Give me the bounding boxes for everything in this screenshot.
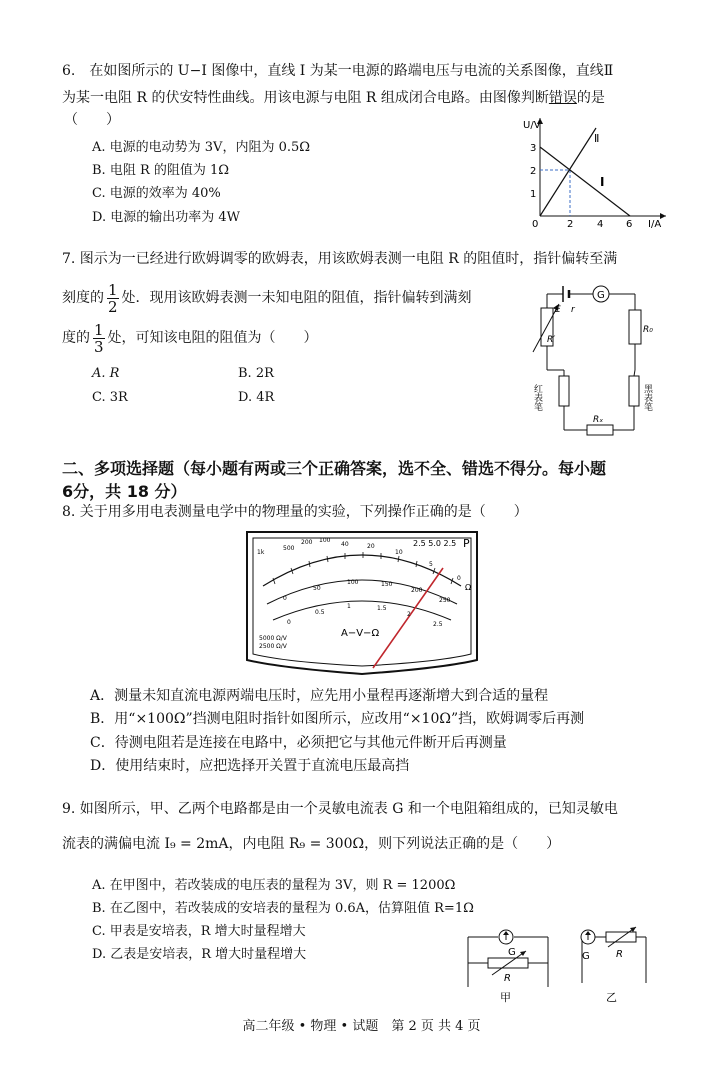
graph-xtick-2: 2 (567, 219, 574, 230)
meter-ac-tick-25: 2.5 (433, 621, 443, 628)
circuit-galvanometer: G (597, 290, 605, 301)
circuit-label-rprime: R′ (547, 335, 556, 345)
meter-ac-tick-05: 0.5 (315, 609, 325, 616)
q9-option-d: D. 乙表是安培表，R 增大时量程增大 (92, 947, 307, 962)
q6-option-a: A. 电源的电动势为 3V，内阻为 0.5Ω (92, 140, 311, 155)
q7-fraction-half: $\frac{1}{2}$ (108, 280, 118, 316)
q8-option-c: C．待测电阻若是连接在电路中，必须把它与其他元件断开后再测量 (90, 735, 507, 751)
meter-dc-tick-250: 250 (439, 597, 451, 604)
meter-ohm-tick-100: 100 (319, 537, 331, 544)
q6-line2 (62, 89, 605, 107)
yi-caption: 乙 (606, 991, 617, 1004)
meter-ohm-tick-20: 20 (367, 543, 375, 550)
meter-dc-tick-150: 150 (381, 581, 393, 588)
graph-xlabel: I/A (648, 219, 662, 230)
q8-option-a: A．测量未知直流电源两端电压时，应先用小量程再逐渐增大到合适的量程 (90, 688, 549, 704)
q7-ohmmeter-circuit (525, 280, 665, 440)
meter-ac-tick-0: 0 (287, 619, 291, 626)
q7-line2 (62, 280, 472, 316)
meter-dc-tick-0: 0 (283, 595, 287, 602)
meter-dc-tick-200: 200 (411, 587, 423, 594)
graph-ytick-1: 1 (530, 189, 537, 200)
q6-line2-post: 的是 (576, 90, 605, 106)
meter-ac-tick-15: 1.5 (377, 605, 387, 612)
q6-option-b: B. 电阻 R 的阻值为 1Ω (92, 163, 230, 178)
meter-corner-label: 2.5 5.0 2.5 (413, 539, 457, 548)
jia-galvanometer: G (508, 947, 516, 958)
meter-ohm-tick-1k: 1k (257, 549, 265, 556)
jia-caption: 甲 (500, 991, 511, 1004)
q9-figure-yi (566, 925, 666, 1007)
q9-line1: 9. 如图所示，甲、乙两个电路都是由一个灵敏电流表 G 和一个电阻箱组成的，已知灵敏电 (62, 801, 618, 817)
circuit-label-rx: Rₓ (593, 415, 604, 425)
q7-line2-pre: 刻度的 (62, 290, 104, 306)
meter-ohm-tick-0: 0 (457, 575, 461, 582)
circuit-label-r0: R₀ (643, 325, 653, 335)
q7-option-d: D. 4R (238, 390, 275, 405)
q9-option-a: A. 在甲图中，若改装成的电压表的量程为 3V，则 R = 1200Ω (92, 878, 456, 893)
meter-dc-tick-50: 50 (313, 585, 321, 592)
circuit-red-probe: 红表笔 (532, 384, 542, 411)
q7-line3-post: 处，可知该电阻的阻值为（ ） (107, 330, 318, 346)
circuit-label-r: r (571, 305, 575, 315)
q8-option-b: B．用“×100Ω”挡测电阻时指针如图所示，应改用“×10Ω”挡，欧姆调零后再测 (90, 711, 585, 727)
yi-galvanometer: G (582, 951, 590, 962)
q9-figure-jia (458, 925, 558, 1007)
meter-left-label-1: 5000 Ω/V (259, 635, 287, 642)
q9-line2: 流表的满偏电流 I₉ = 2mA，内电阻 R₉ = 300Ω，则下列说法正确的是（ ） (62, 836, 561, 852)
q7-option-c: C. 3R (92, 390, 128, 405)
q8-stem: 8. 关于用多用电表测量电学中的物理量的实验，下列操作正确的是（ ） (62, 504, 528, 520)
meter-ohm-tick-5: 5 (429, 561, 433, 568)
meter-ohm-tick-40: 40 (341, 541, 349, 548)
meter-center-label: A−V−Ω (341, 628, 380, 639)
q6-line2-pre: 为某一电阻 R 的伏安特性曲线。用该电源与电阻 R 组成闭合电路。由图像判断 (62, 90, 549, 106)
q7-line2-post: 处．现用该欧姆表测一未知电阻的阻值，指针偏转到满刻 (121, 290, 472, 306)
meter-ohm-tick-500: 500 (283, 545, 295, 552)
q6-line2-underlined: 错误 (548, 90, 577, 106)
graph-ytick-2: 2 (530, 166, 537, 177)
meter-left-label-2: 2500 Ω/V (259, 643, 287, 650)
q6-option-c: C. 电源的效率为 40% (92, 186, 221, 201)
meter-ohm-tick-200: 200 (301, 539, 313, 546)
meter-ohm-tick-10: 10 (395, 549, 403, 556)
q7-line3 (62, 320, 318, 356)
circuit-label-e: E (555, 305, 561, 315)
q6-option-d: D. 电源的输出功率为 4W (92, 210, 240, 225)
meter-dc-tick-100: 100 (347, 579, 359, 586)
graph-xtick-6: 6 (626, 219, 633, 230)
meter-ohm-symbol: Ω (465, 583, 472, 592)
circuit-black-probe: 黑表笔 (642, 384, 652, 411)
graph-ylabel: U/V (523, 120, 541, 131)
graph-line2-label: Ⅱ (594, 132, 600, 145)
graph-xtick-4: 4 (597, 219, 604, 230)
q7-fraction-third: $\frac{1}{3}$ (94, 320, 104, 356)
meter-ac-tick-2: 2 (407, 611, 411, 618)
q8-multimeter-dial (243, 528, 481, 676)
meter-ac-tick-1: 1 (347, 603, 351, 610)
q8-option-d: D．使用结束时，应把选择开关置于直流电压最高挡 (90, 758, 410, 774)
q6-ui-graph (520, 112, 670, 230)
q6-line1: 6. 在如图所示的 U−I 图像中，直线 I 为某一电源的路端电压与电流的关系图像，直线Ⅱ (62, 63, 614, 79)
q9-option-b: B. 在乙图中，若改装成的安培表的量程为 0.6A，估算阻值 R=1Ω (92, 901, 474, 916)
q6-paren: （ ） (64, 112, 120, 128)
meter-p-label: P (463, 537, 470, 550)
section2-heading-line1: 二、多项选择题（每小题有两或三个正确答案，选不全、错选不得分。每小题 (62, 459, 607, 478)
q9-option-c: C. 甲表是安培表，R 增大时量程增大 (92, 924, 306, 939)
jia-resistor: R (504, 973, 511, 984)
yi-resistor: R (616, 949, 623, 960)
q7-option-a: A. R (92, 366, 120, 381)
q7-line1: 7. 图示为一已经进行欧姆调零的欧姆表，用该欧姆表测一电阻 R 的阻值时，指针偏转至满 (62, 251, 618, 267)
page-footer: 高二年级 • 物理 • 试题 第 2 页 共 4 页 (242, 1019, 481, 1034)
section2-heading-line2: 6分，共 18 分） (62, 482, 187, 501)
graph-origin: 0 (532, 219, 539, 230)
graph-line1-label: I (600, 175, 605, 189)
q7-option-b: B. 2R (238, 366, 274, 381)
q7-line3-pre: 度的 (62, 330, 90, 346)
graph-ytick-3: 3 (530, 143, 537, 154)
